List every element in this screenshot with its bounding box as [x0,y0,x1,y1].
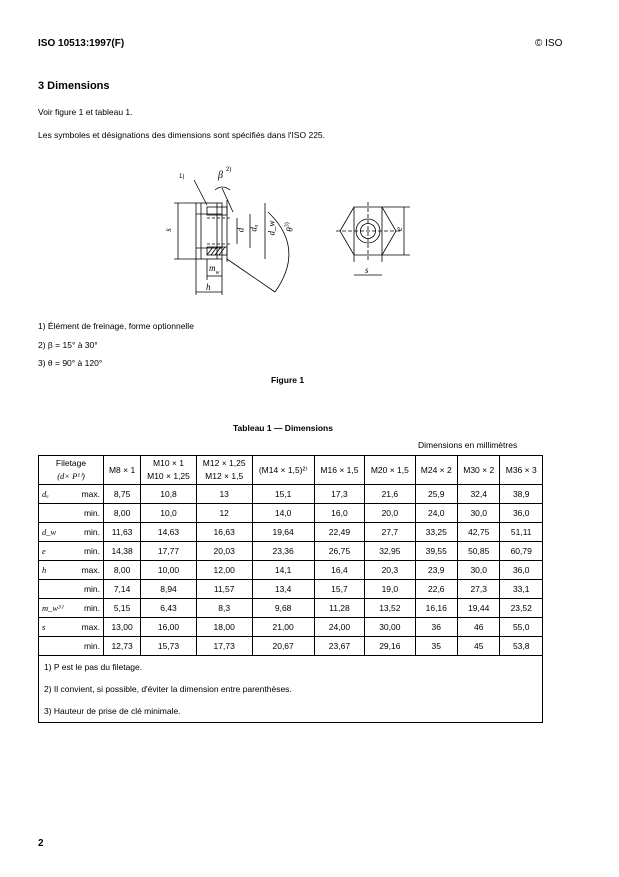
table-row [39,637,543,656]
figure-label-beta-note: 2) [226,167,232,173]
table-row [39,599,543,618]
table-cell: 8,00 [104,504,141,523]
row-limit: min. [69,504,104,523]
figure-note-3: 3) θ = 90° à 120° [38,358,103,368]
table-row [39,485,543,504]
section-heading: 3 Dimensions [38,80,110,92]
table-cell: 53,8 [500,637,543,656]
table-cell: 20,67 [252,637,314,656]
row-symbol [39,580,70,599]
table-cell: 23,36 [252,542,314,561]
copyright-mark: © ISO [535,38,563,49]
theta-note: 3) [284,222,291,228]
table-cell: 9,68 [252,599,314,618]
table-footnote: 3) Hauteur de prise de clé minimale. [39,700,543,723]
table-cell: 13,52 [365,599,415,618]
row-symbol: dₐ [39,485,70,504]
m-symbol: m [209,263,216,273]
row-limit: max. [69,618,104,637]
header-col-line1: M30 × 2 [463,464,495,475]
figure-label-dw: d_w [266,220,277,236]
header-col-8 [500,456,543,485]
table-cell: 39,55 [415,542,457,561]
table-row [39,523,543,542]
table-cell: 55,0 [500,618,543,637]
row-limit: min. [69,542,104,561]
table-cell: 36,0 [500,504,543,523]
row-symbol: d_w [39,523,70,542]
table-cell: 30,0 [457,504,499,523]
header-col-0 [104,456,141,485]
table-cell: 13,00 [104,618,141,637]
table-cell: 8,00 [104,561,141,580]
figure-label-s-side: s [162,228,173,232]
table-cell: 60,79 [500,542,543,561]
figure-label-beta: β [218,170,223,181]
table-cell: 36 [415,618,457,637]
table-cell: 33,1 [500,580,543,599]
table-cell: 7,14 [104,580,141,599]
header-filetage [39,456,104,485]
table-cell: 12 [196,504,252,523]
table-cell: 14,63 [141,523,197,542]
table-cell: 42,75 [457,523,499,542]
table-cell: 16,0 [314,504,364,523]
table-cell: 14,38 [104,542,141,561]
table-cell: 10,8 [141,485,197,504]
table-cell: 20,3 [365,561,415,580]
table-row [39,618,543,637]
table-cell: 19,44 [457,599,499,618]
table-cell: 45 [457,637,499,656]
figure-label-theta [285,222,295,231]
header-col-line2: M12 × 1,5 [205,471,244,481]
table-cell: 30,00 [365,618,415,637]
table-caption: Tableau 1 — Dimensions [233,423,333,433]
table-cell: 8,75 [104,485,141,504]
table-footnote: 2) Il convient, si possible, d'éviter la dimension entre parenthèses. [39,678,543,700]
table-cell: 10,00 [141,561,197,580]
table-header-row [39,456,543,485]
row-symbol [39,637,70,656]
table-cell: 23,52 [500,599,543,618]
table-cell: 5,15 [104,599,141,618]
header-col-line1: M36 × 3 [505,464,537,475]
figure-label-mw [209,263,220,276]
table-cell: 15,7 [314,580,364,599]
table-cell: 8,94 [141,580,197,599]
theta-symbol: θ [284,227,295,232]
row-symbol: m_w³⁾ [39,599,70,618]
header-col-2 [196,456,252,485]
table-cell: 14,0 [252,504,314,523]
header-col-5 [365,456,415,485]
row-limit: min. [69,637,104,656]
row-symbol: e [39,542,70,561]
page-number: 2 [38,838,44,849]
table-cell: 18,00 [196,618,252,637]
table-cell: 23,9 [415,561,457,580]
table-footnote: 1) P est le pas du filetage. [39,656,543,679]
table-cell: 16,00 [141,618,197,637]
table-cell: 36,0 [500,561,543,580]
table-cell: 50,85 [457,542,499,561]
header-col-line1: M12 × 1,25 [202,458,246,468]
table-cell: 22,49 [314,523,364,542]
table-cell: 12,73 [104,637,141,656]
figure-label-h: h [206,282,211,292]
table-footnote-row [39,678,543,700]
table-cell: 16,16 [415,599,457,618]
table-cell: 21,00 [252,618,314,637]
table-unit: Dimensions en millimètres [418,440,518,450]
header-col-7 [457,456,499,485]
header-col-line1: (M14 × 1,5)²⁾ [258,464,308,475]
table-cell: 33,25 [415,523,457,542]
table-cell: 51,11 [500,523,543,542]
row-symbol: h [39,561,70,580]
table-cell: 13,4 [252,580,314,599]
table-row [39,542,543,561]
table-cell: 25,9 [415,485,457,504]
header-filetage-line2: (d× P¹⁾) [57,471,85,481]
header-col-line2: M10 × 1,25 [147,471,190,481]
row-symbol: s [39,618,70,637]
header-col-line1: M20 × 1,5 [370,464,409,475]
figure-note-2: 2) β = 15° à 30° [38,340,98,350]
figure-label-note1: 1) [179,174,185,180]
table-cell: 35 [415,637,457,656]
table-cell: 11,63 [104,523,141,542]
standard-reference: ISO 10513:1997(F) [38,38,125,49]
table-cell: 27,7 [365,523,415,542]
row-symbol [39,504,70,523]
table-cell: 12,00 [196,561,252,580]
table-cell: 24,00 [314,618,364,637]
table-cell: 19,0 [365,580,415,599]
table-footnote-row [39,656,543,679]
table-cell: 14,1 [252,561,314,580]
table-cell: 46 [457,618,499,637]
row-limit: min. [69,523,104,542]
table-cell: 17,73 [196,637,252,656]
header-col-6 [415,456,457,485]
row-limit: max. [69,485,104,504]
header-col-3 [252,456,314,485]
table-cell: 27,3 [457,580,499,599]
table-cell: 20,0 [365,504,415,523]
table-cell: 15,73 [141,637,197,656]
header-col-line1: M10 × 1 [153,458,184,468]
header-col-4 [314,456,364,485]
header-col-line1: M24 × 2 [420,464,452,475]
table-row [39,561,543,580]
figure-label-da: dₐ [248,224,259,232]
table-cell: 11,57 [196,580,252,599]
header-col-1 [141,456,197,485]
table-cell: 22,6 [415,580,457,599]
table-cell: 10,0 [141,504,197,523]
paragraph-symbols: Les symboles et désignations des dimensions sont spécifiés dans l'ISO 225. [38,130,326,140]
table-cell: 11,28 [314,599,364,618]
table-cell: 16,63 [196,523,252,542]
table-cell: 24,0 [415,504,457,523]
figure-label-e: e [394,227,404,231]
table-cell: 32,4 [457,485,499,504]
table-cell: 21,6 [365,485,415,504]
table-cell: 38,9 [500,485,543,504]
table-cell: 15,1 [252,485,314,504]
table-cell: 23,67 [314,637,364,656]
paragraph-see-figure: Voir figure 1 et tableau 1. [38,107,133,117]
table-cell: 6,43 [141,599,197,618]
table-cell: 17,77 [141,542,197,561]
table-cell: 19,64 [252,523,314,542]
m-subscript: w [215,269,220,276]
table-cell: 26,75 [314,542,364,561]
figure-label-s-end: s [365,265,369,275]
table-cell: 13 [196,485,252,504]
table-cell: 17,3 [314,485,364,504]
table-cell: 20,03 [196,542,252,561]
table-cell: 16,4 [314,561,364,580]
table-cell: 30,0 [457,561,499,580]
figure-caption: Figure 1 [271,375,305,385]
table-row [39,504,543,523]
row-limit: max. [69,561,104,580]
row-limit: min. [69,599,104,618]
figure-note-1: 1) Élément de freinage, forme optionnelle [38,321,194,331]
header-col-line1: M16 × 1,5 [320,464,359,475]
row-limit: min. [69,580,104,599]
header-col-line1: M8 × 1 [108,464,136,475]
table-cell: 32,95 [365,542,415,561]
table-footnote-row [39,700,543,723]
dimensions-table [38,455,543,723]
figure-label-d: d [235,227,246,233]
table-row [39,580,543,599]
table-cell: 29,16 [365,637,415,656]
table-cell: 8,3 [196,599,252,618]
header-filetage-line1: Filetage [55,458,87,468]
